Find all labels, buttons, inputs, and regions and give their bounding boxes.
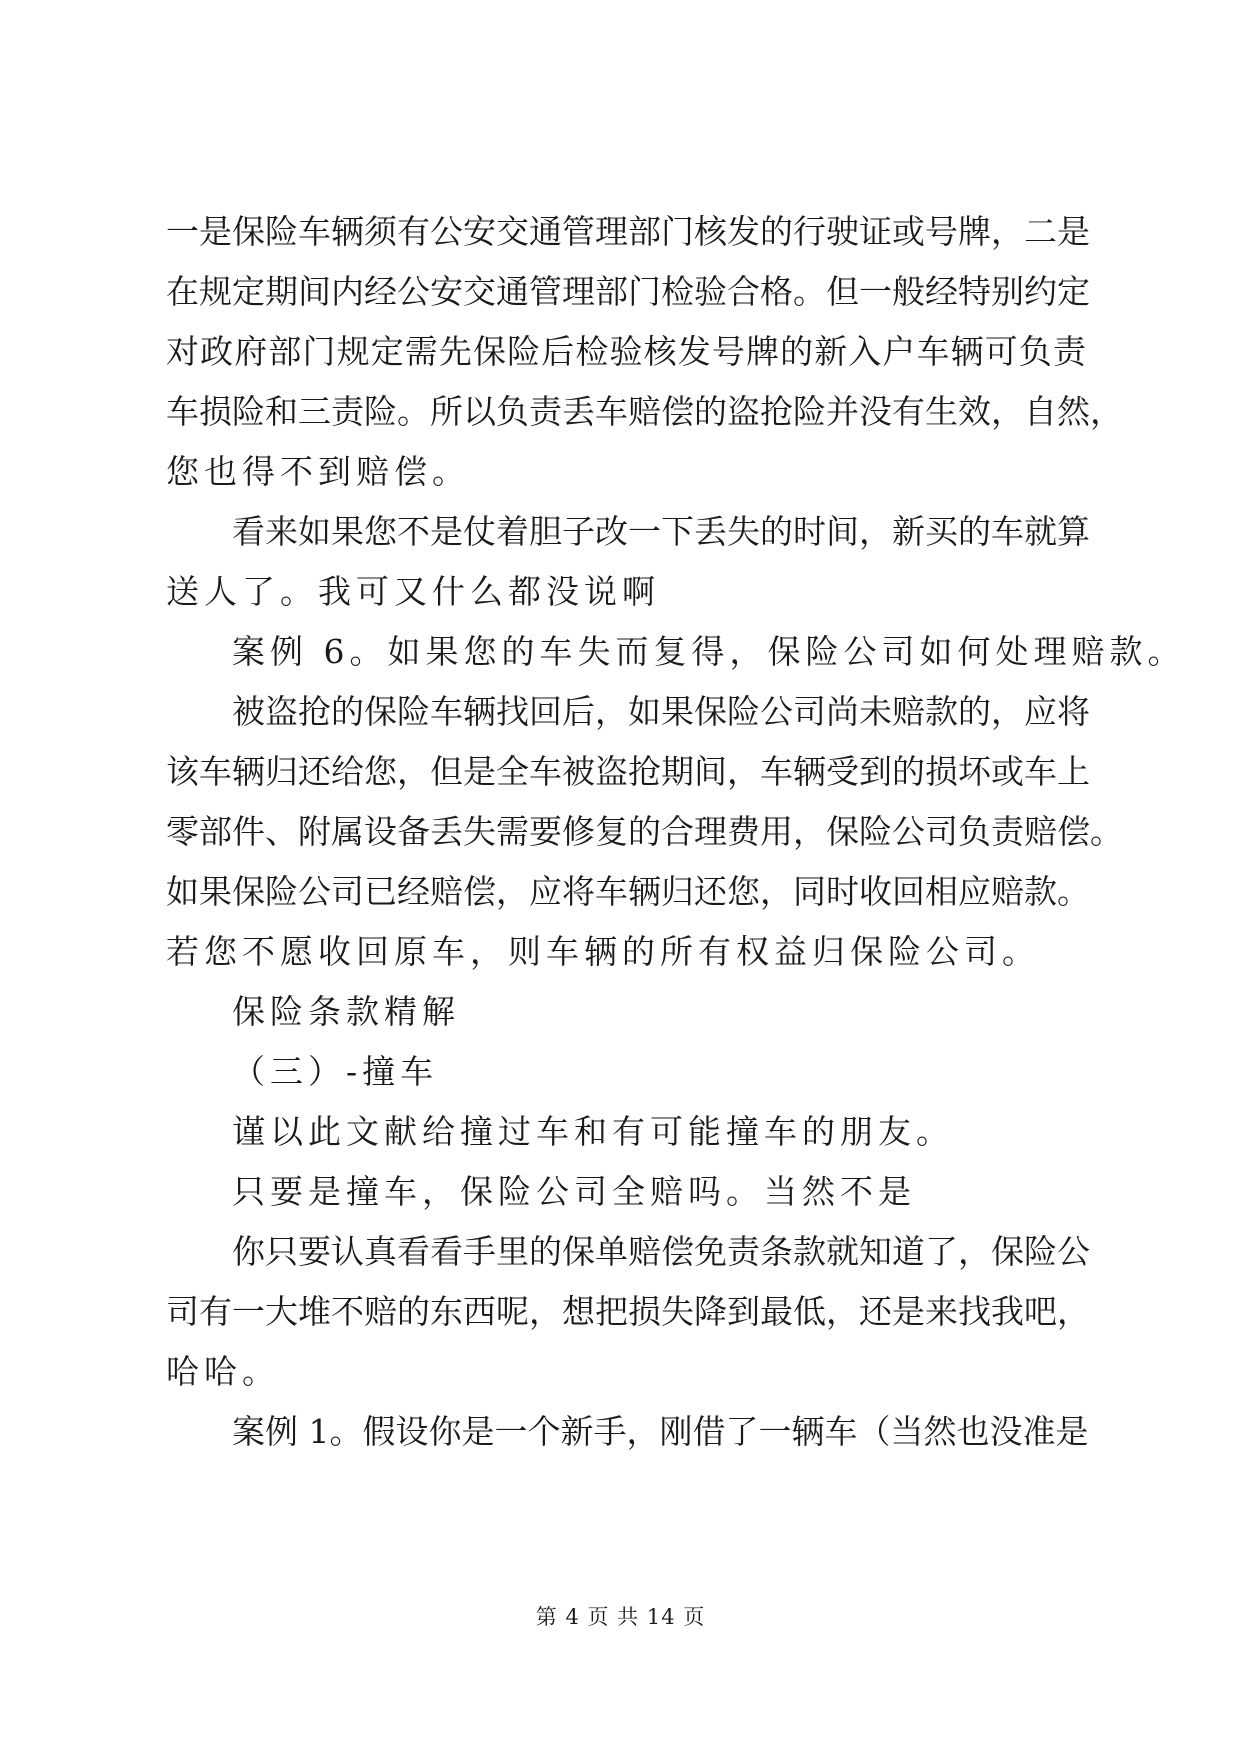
text-line: 一是保险车辆须有公安交通管理部门核发的行驶证或号牌，二是 xyxy=(166,212,1090,251)
subsection-heading: （三）-撞车 xyxy=(232,1052,439,1091)
section-heading: 保险条款精解 xyxy=(232,992,460,1031)
paragraph-start-line: 被盗抢的保险车辆找回后，如果保险公司尚未赔款的，应将 xyxy=(232,692,1090,731)
text-line: 司有一大堆不赔的东西呢，想把损失降到最低，还是来找我吧， xyxy=(166,1292,1090,1331)
page-number-footer: 第 4 页 共 14 页 xyxy=(535,1605,706,1629)
case-heading: 案例 1。假设你是一个新手，刚借了一辆车（当然也没准是 xyxy=(232,1412,1089,1451)
paragraph-line: 谨以此文献给撞过车和有可能撞车的朋友。 xyxy=(232,1112,954,1151)
text-line: 哈哈。 xyxy=(166,1352,280,1391)
text-line: 送人了。我可又什么都没说啊 xyxy=(166,572,660,611)
text-line: 您也得不到赔偿。 xyxy=(166,452,470,491)
text-line: 在规定期间内经公安交通管理部门检验合格。但一般经特别约定 xyxy=(166,272,1090,311)
text-line: 该车辆归还给您，但是全车被盗抢期间，车辆受到的损坏或车上 xyxy=(166,752,1090,791)
text-line: 对政府部门规定需先保险后检验核发号牌的新入户车辆可负责 xyxy=(166,332,1086,371)
paragraph-start-line: 你只要认真看看手里的保单赔偿免责条款就知道了，保险公 xyxy=(232,1232,1090,1271)
paragraph-line: 只要是撞车，保险公司全赔吗。当然不是 xyxy=(232,1172,916,1211)
text-line: 车损险和三责险。所以负责丢车赔偿的盗抢险并没有生效，自然， xyxy=(166,392,1123,431)
text-line: 若您不愿收回原车，则车辆的所有权益归保险公司。 xyxy=(166,932,1040,971)
case-heading: 案例 6。如果您的车失而复得，保险公司如何处理赔款。 xyxy=(232,632,1186,671)
text-line: 如果保险公司已经赔偿，应将车辆归还您，同时收回相应赔款。 xyxy=(166,872,1090,911)
text-line: 零部件、附属设备丢失需要修复的合理费用，保险公司负责赔偿。 xyxy=(166,812,1123,851)
paragraph-start-line: 看来如果您不是仗着胆子改一下丢失的时间，新买的车就算 xyxy=(232,512,1090,551)
